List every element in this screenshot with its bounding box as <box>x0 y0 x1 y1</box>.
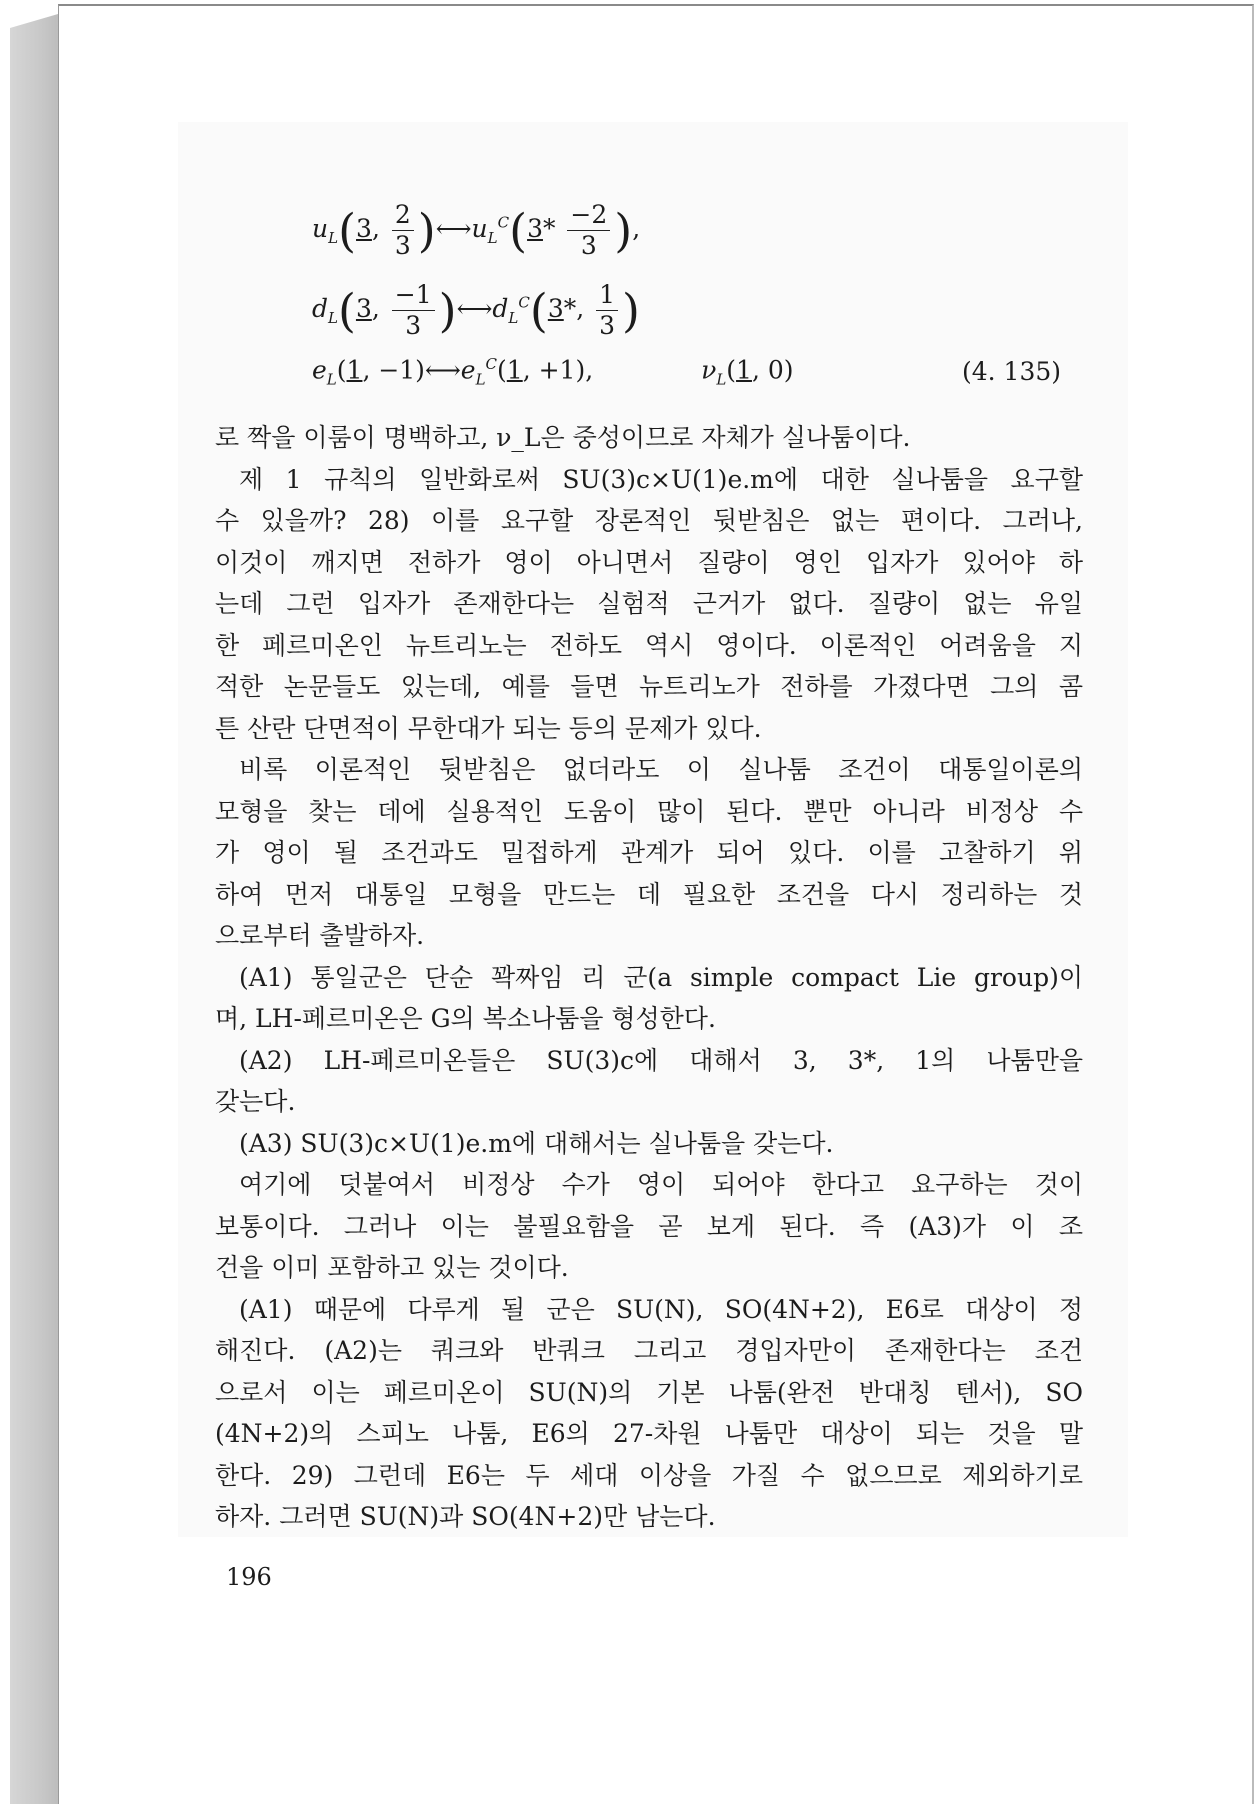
text-line: 는데 그런 입자가 존재한다는 실험적 근거가 없다. 질량이 없는 유일 <box>215 589 1083 618</box>
text-line: (A3) SU(3)c×U(1)e.m에 대해서는 실나툼을 갖는다. <box>239 1128 834 1158</box>
text-line: 이것이 깨지면 전하가 영이 아니면서 질량이 영인 입자가 있어야 하 <box>215 547 1083 577</box>
text-line: (A2) LH-페르미온들은 SU(3)c에 대해서 3, 3*, 1의 나툼만을 <box>239 1045 1083 1075</box>
text-line: (A1) 통일군은 단순 꽉짜임 리 군(a simple compact Lie group)이 <box>239 962 1083 992</box>
text-line: 보통이다. 그러나 이는 불필요함을 곧 보게 된다. 즉 (A3)가 이 조 <box>215 1211 1083 1241</box>
text-line: 하자. 그러면 SU(N)과 SO(4N+2)만 남는다. <box>215 1502 716 1531</box>
text-line: (A1) 때문에 다루게 될 군은 SU(N), SO(4N+2), E6로 대상이 정 <box>239 1294 1083 1324</box>
text-line: 해진다. (A2)는 쿼크와 반쿼크 그리고 경입자만이 존재한다는 조건 <box>215 1336 1083 1365</box>
equation-line-2: $d_L(3$, $\frac{-1}{3}$ )$⟷d_L^C(3*$, $\frac{1}{3}$ ) <box>312 280 640 340</box>
text-line: 비록 이론적인 뒷받침은 없더라도 이 실나툼 조건이 대통일이론의 <box>239 755 1083 784</box>
text-line: 로 짝을 이룸이 명백하고, ν_L은 중성이므로 자체가 실나툼이다. <box>215 423 911 452</box>
body-text <box>215 417 1083 1538</box>
paragraph <box>215 1040 1083 1123</box>
text-line: 수 있을까? 28) 이를 요구할 장론적인 뒷받침은 없는 편이다. 그러나, <box>215 506 1083 535</box>
text-line: 모형을 찾는 데에 실용적인 도움이 많이 된다. 뿐만 아니라 비정상 수 <box>215 796 1083 826</box>
paragraph <box>215 749 1083 957</box>
text-line: 며, LH-페르미온은 G의 복소나툼을 형성한다. <box>215 1004 716 1033</box>
text-line: 으로부터 출발하자. <box>215 921 425 950</box>
text-line: 여기에 덧붙여서 비정상 수가 영이 되어야 한다고 요구하는 것이 <box>239 1170 1083 1199</box>
text-line: 갖는다. <box>215 1087 296 1116</box>
text-line: 하여 먼저 대통일 모형을 만드는 데 필요한 조건을 다시 정리하는 것 <box>215 879 1083 909</box>
paragraph <box>215 1123 1083 1165</box>
paragraph <box>215 459 1083 750</box>
text-line: 튼 산란 단면적이 무한대가 되는 등의 문제가 있다. <box>215 713 762 743</box>
equation-number: (4. 135) <box>962 357 1062 386</box>
text-line: (4N+2)의 스피노 나툼, E6의 27-차원 나툼만 대상이 되는 것을 말 <box>215 1419 1083 1448</box>
equation-line-3: $e_L(1$, $-1)⟷e_L^C(1$, +1), $\nu_L(1$, 0) <box>312 355 794 389</box>
text-line: 한 페르미온인 뉴트리노는 전하도 역시 영이다. 이론적인 어려움을 지 <box>215 630 1083 660</box>
paragraph <box>215 957 1083 1040</box>
text-line: 적한 논문들도 있는데, 예를 들면 뉴트리노가 전하를 가졌다면 그의 콤 <box>215 672 1083 701</box>
text-line: 제 1 규칙의 일반화로써 SU(3)c×U(1)e.m에 대한 실나툼을 요구할 <box>239 464 1083 494</box>
book-spine <box>10 14 58 1804</box>
paragraph <box>215 1164 1083 1289</box>
paragraph <box>215 417 1083 459</box>
text-line: 가 영이 될 조건과도 밀접하게 관계가 되어 있다. 이를 고찰하기 위 <box>215 838 1083 867</box>
text-line: 한다. 29) 그런데 E6는 두 세대 이상을 가질 수 없으므로 제외하기로 <box>215 1460 1083 1490</box>
page-number: 196 <box>226 1563 272 1591</box>
text-line: 건을 이미 포함하고 있는 것이다. <box>215 1253 569 1282</box>
paragraph <box>215 1289 1083 1538</box>
equation-line-1: $u_L(3$, $\frac{2}{3}$ )$⟷u_L^C(3*$ $\frac{-2}{3}$ ), <box>312 200 641 260</box>
text-line: 으로서 이는 페르미온이 SU(N)의 기본 나툼(완전 반대칭 텐서), SO <box>215 1377 1083 1407</box>
